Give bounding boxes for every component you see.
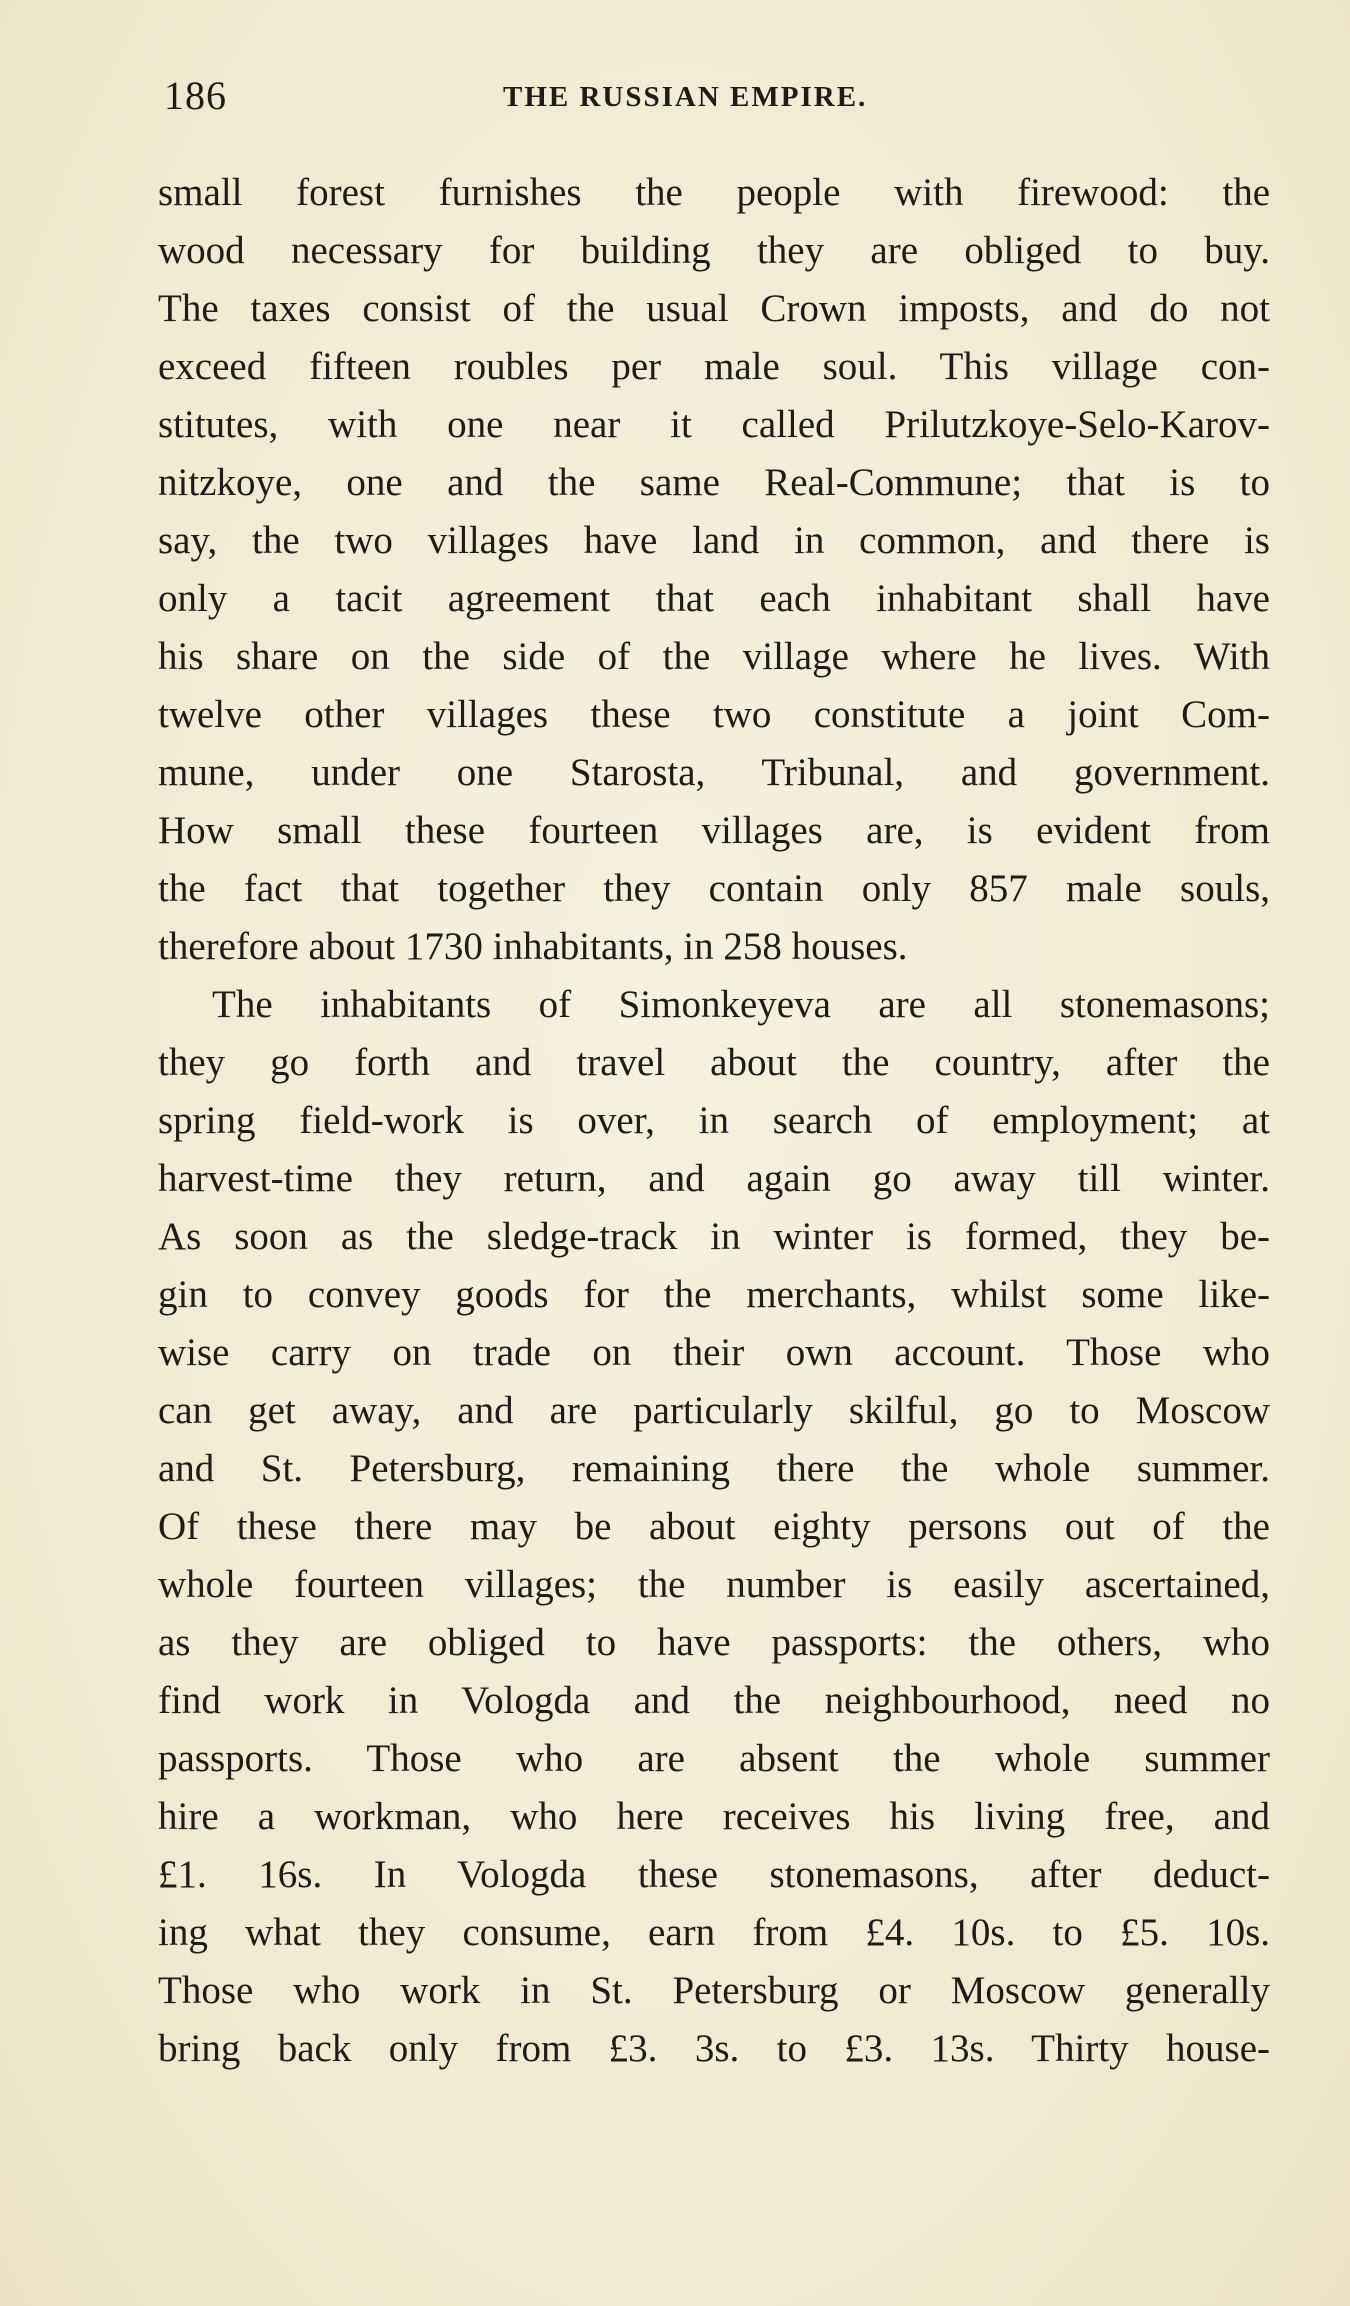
text-line: wise carry on trade on their own account. Those who xyxy=(158,1331,1270,1374)
text-line: find work in Vologda and the neighbourhood, need no xyxy=(158,1679,1270,1722)
text-line: wood necessary for building they are obliged to buy. xyxy=(158,229,1270,272)
text-line: say, the two villages have land in common, and there is xyxy=(158,519,1270,562)
text-line: hire a workman, who here receives his living free, and xyxy=(158,1795,1270,1838)
text-line: The taxes consist of the usual Crown imposts, and do not xyxy=(158,287,1270,330)
text-line: small forest furnishes the people with firewood: the xyxy=(158,171,1270,214)
text-line: twelve other villages these two constitute a joint Com- xyxy=(158,693,1270,736)
page-number: 186 xyxy=(164,73,227,118)
text-line: stitutes, with one near it called Prilutzkoye-Selo-Karov- xyxy=(158,403,1270,446)
text-line: whole fourteen villages; the number is easily ascertained, xyxy=(158,1563,1270,1606)
text-line: passports. Those who are absent the whole summer xyxy=(158,1737,1270,1780)
running-head-title: THE RUSSIAN EMPIRE. xyxy=(503,81,868,113)
text-line: £1. 16s. In Vologda these stonemasons, after deduct- xyxy=(158,1853,1270,1896)
paragraph-start-line: The inhabitants of Simonkeyeva are all stonemasons; xyxy=(212,983,1270,1026)
text-line: can get away, and are particularly skilful, go to Moscow xyxy=(158,1389,1270,1432)
text-line: and St. Petersburg, remaining there the whole summer. xyxy=(158,1447,1270,1490)
text-line: they go forth and travel about the country, after the xyxy=(158,1041,1270,1084)
paragraph-end-line: therefore about 1730 inhabitants, in 258 houses. xyxy=(158,925,908,968)
body-text xyxy=(158,164,1270,2078)
text-line: nitzkoye, one and the same Real-Commune; that is to xyxy=(158,461,1270,504)
text-line: only a tacit agreement that each inhabitant shall have xyxy=(158,577,1270,620)
text-line: harvest-time they return, and again go away till winter. xyxy=(158,1157,1270,1200)
text-line: exceed fifteen roubles per male soul. This village con- xyxy=(158,345,1270,388)
text-line: his share on the side of the village where he lives. With xyxy=(158,635,1270,678)
text-line: as they are obliged to have passports: the others, who xyxy=(158,1621,1270,1664)
text-line: the fact that together they contain only 857 male souls, xyxy=(158,867,1270,910)
text-line: mune, under one Starosta, Tribunal, and government. xyxy=(158,751,1270,794)
text-line: As soon as the sledge-track in winter is formed, they be- xyxy=(158,1215,1270,1258)
running-head xyxy=(158,66,1270,126)
text-line: How small these fourteen villages are, is evident from xyxy=(158,809,1270,852)
text-line: gin to convey goods for the merchants, whilst some like- xyxy=(158,1273,1270,1316)
text-line: Those who work in St. Petersburg or Moscow generally xyxy=(158,1969,1270,2012)
text-line: Of these there may be about eighty persons out of the xyxy=(158,1505,1270,1548)
text-line: ing what they consume, earn from £4. 10s. to £5. 10s. xyxy=(158,1911,1270,1954)
text-line: spring field-work is over, in search of employment; at xyxy=(158,1099,1270,1142)
text-line: bring back only from £3. 3s. to £3. 13s. Thirty house- xyxy=(158,2027,1270,2070)
